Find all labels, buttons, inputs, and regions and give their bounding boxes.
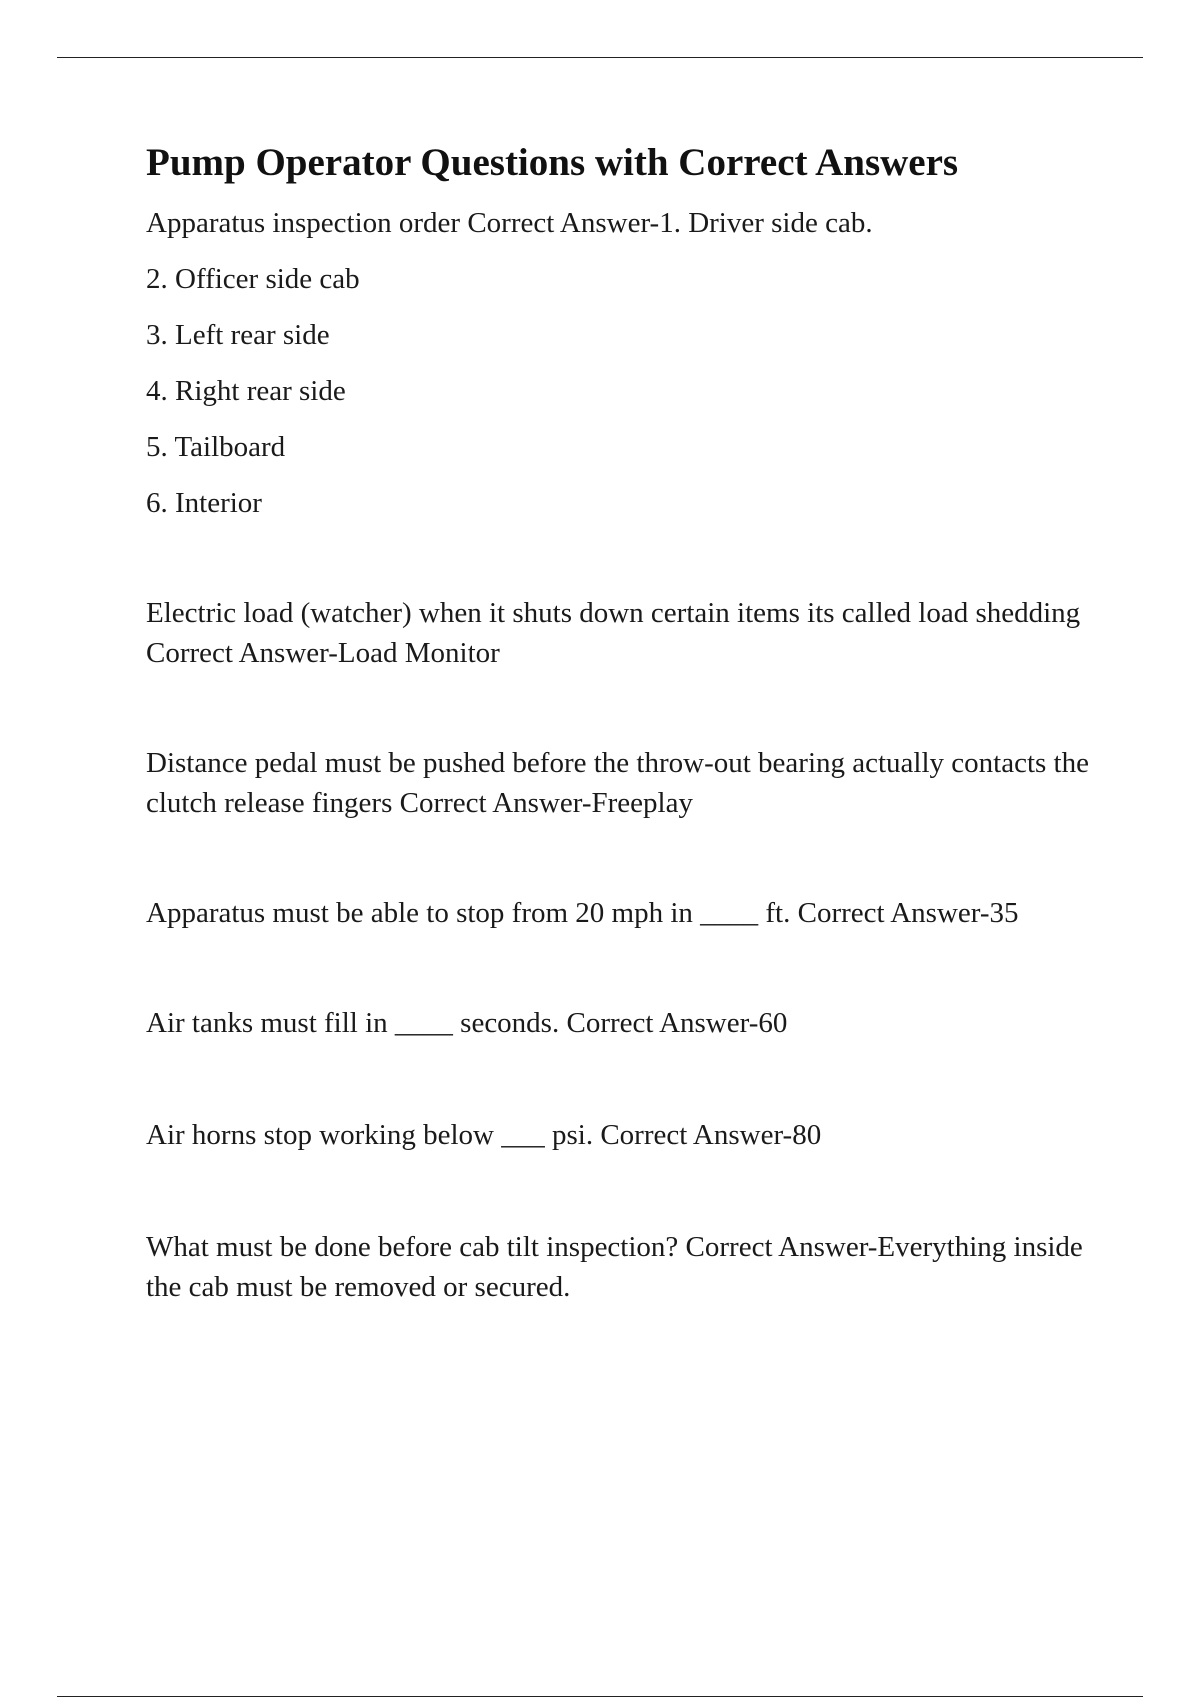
inspection-item: 3. Left rear side <box>146 318 330 351</box>
document-title: Pump Operator Questions with Correct Answers <box>146 141 959 184</box>
qa-cab-tilt: What must be done before cab tilt inspection? Correct Answer-Everything inside the cab must be removed or secured. <box>146 1230 1083 1303</box>
qa-stopping-distance: Apparatus must be able to stop from 20 mph in ____ ft. Correct Answer-35 <box>146 896 1019 929</box>
inspection-item: 2. Officer side cab <box>146 262 360 295</box>
bottom-rule <box>57 1696 1143 1697</box>
qa-air-horns: Air horns stop working below ___ psi. Correct Answer-80 <box>146 1118 822 1151</box>
qa-inspection-order: Apparatus inspection order Correct Answer-1. Driver side cab. <box>146 206 873 239</box>
top-rule <box>57 57 1143 58</box>
qa-load-monitor: Electric load (watcher) when it shuts down certain items its called load shedding Correct Answer-Load Monitor <box>146 596 1081 669</box>
inspection-item: 5. Tailboard <box>146 430 286 463</box>
inspection-item: 4. Right rear side <box>146 374 346 407</box>
inspection-item: 6. Interior <box>146 486 262 519</box>
document-body <box>146 140 1096 1307</box>
qa-air-tanks: Air tanks must fill in ____ seconds. Correct Answer-60 <box>146 1006 788 1039</box>
qa-freeplay: Distance pedal must be pushed before the throw-out bearing actually contacts the clutch release fingers Correct Answer-Freeplay <box>146 746 1089 819</box>
